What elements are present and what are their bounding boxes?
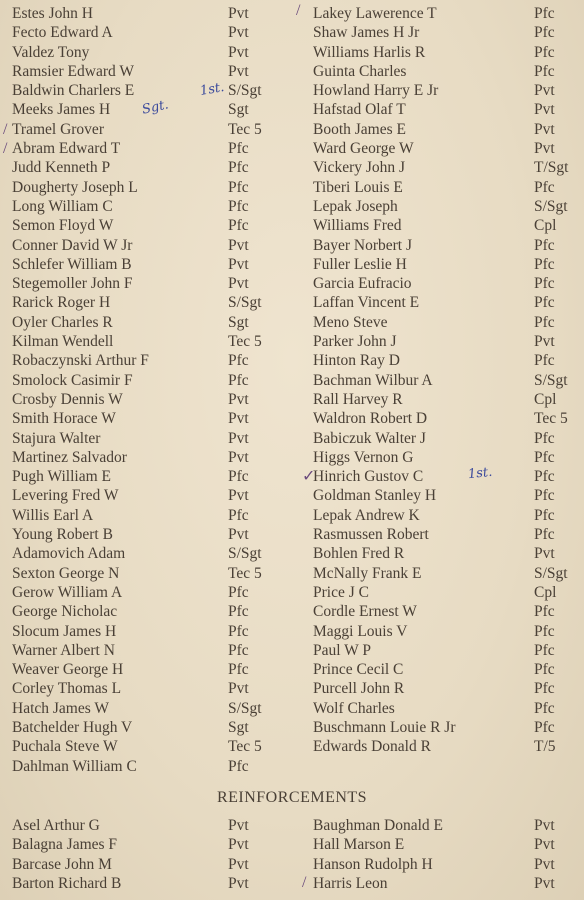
rank-right: Pvt bbox=[534, 545, 555, 563]
rank-left: Tec 5 bbox=[228, 564, 262, 582]
name-left: Stegemoller John F bbox=[12, 275, 133, 293]
rank-left: Tec 5 bbox=[228, 333, 262, 351]
name-right: Buschmann Louie R Jr bbox=[313, 718, 456, 736]
rank-right: S/Sgt bbox=[534, 564, 568, 582]
name-left: Balagna James F bbox=[12, 836, 118, 854]
roster-row bbox=[0, 816, 584, 835]
rank-right: Pfc bbox=[534, 178, 555, 196]
rank-left: Pfc bbox=[228, 583, 249, 601]
rank-left: Pvt bbox=[228, 680, 249, 698]
roster-row bbox=[0, 197, 584, 216]
rank-left: Pvt bbox=[228, 855, 249, 873]
rank-right: Pvt bbox=[534, 140, 555, 158]
name-right: Williams Harlis R bbox=[313, 43, 426, 61]
name-right: Bayer Norbert J bbox=[313, 236, 412, 254]
rank-left: Pvt bbox=[228, 24, 249, 42]
rank-left: Pfc bbox=[228, 352, 249, 370]
name-right: Hafstad Olaf T bbox=[313, 101, 406, 119]
rank-left: Pvt bbox=[228, 62, 249, 80]
roster-row bbox=[0, 429, 584, 448]
roster-row bbox=[0, 351, 584, 370]
name-left: Meeks James H bbox=[12, 101, 111, 119]
name-left: Conner David W Jr bbox=[12, 236, 133, 254]
name-right: Howland Harry E Jr bbox=[313, 82, 439, 100]
roster-row bbox=[0, 81, 584, 100]
roster-row bbox=[0, 660, 584, 679]
name-right: Hinton Ray D bbox=[313, 352, 400, 370]
name-left: Ramsier Edward W bbox=[12, 62, 134, 80]
name-left: Rarick Roger H bbox=[12, 294, 111, 312]
handwritten-note-hinrich: 1st. bbox=[467, 464, 494, 483]
name-left: Young Robert B bbox=[12, 526, 113, 544]
rank-right: T/5 bbox=[534, 738, 556, 756]
rank-right: S/Sgt bbox=[534, 197, 568, 215]
name-left: Hatch James W bbox=[12, 699, 109, 717]
roster-row bbox=[0, 158, 584, 177]
name-right: Bachman Wilbur A bbox=[313, 371, 433, 389]
name-right: Hall Marson E bbox=[313, 836, 405, 854]
name-right: Hanson Rudolph H bbox=[313, 855, 433, 873]
name-right: Williams Fred bbox=[313, 217, 402, 235]
roster-row bbox=[0, 274, 584, 293]
rank-left: Sgt bbox=[228, 101, 249, 119]
name-left: Puchala Steve W bbox=[12, 738, 118, 756]
name-right: Rall Harvey R bbox=[313, 390, 403, 408]
rank-left: Tec 5 bbox=[228, 738, 262, 756]
rank-left: Pvt bbox=[228, 5, 249, 22]
name-left: Abram Edward T bbox=[12, 140, 121, 158]
name-right: Babiczuk Walter J bbox=[313, 429, 426, 447]
check-mark-icon: / bbox=[3, 140, 8, 157]
name-left: Robaczynski Arthur F bbox=[12, 352, 149, 370]
name-left: Batchelder Hugh V bbox=[12, 718, 133, 736]
name-left: Willis Earl A bbox=[12, 506, 94, 524]
name-right: Ward George W bbox=[313, 140, 414, 158]
roster-row bbox=[0, 525, 584, 544]
name-right: Wolf Charles bbox=[313, 699, 395, 717]
rank-left: Pvt bbox=[228, 874, 249, 892]
rank-right: Pvt bbox=[534, 101, 555, 119]
name-left: Barcase John M bbox=[12, 855, 112, 873]
roster-row bbox=[0, 390, 584, 409]
name-right: Goldman Stanley H bbox=[313, 487, 437, 505]
rank-left: Pfc bbox=[228, 622, 249, 640]
roster-row bbox=[0, 178, 584, 197]
rank-left: Pfc bbox=[228, 178, 249, 196]
rank-left: Pvt bbox=[228, 526, 249, 544]
roster-row bbox=[0, 583, 584, 602]
rank-left: Pfc bbox=[228, 140, 249, 158]
name-right: Harris Leon bbox=[313, 874, 388, 892]
name-right: Garcia Eufracio bbox=[313, 275, 412, 293]
name-left: Semon Floyd W bbox=[12, 217, 114, 235]
rank-left: Sgt bbox=[228, 718, 249, 736]
name-right: Maggi Louis V bbox=[313, 622, 408, 640]
rank-left: Pvt bbox=[228, 817, 249, 834]
name-left: Dahlman William C bbox=[12, 757, 137, 775]
roster-row bbox=[0, 409, 584, 428]
name-left: Valdez Tony bbox=[12, 43, 90, 61]
roster-row bbox=[0, 718, 584, 737]
rank-left: Pvt bbox=[228, 275, 249, 293]
name-right: Shaw James H Jr bbox=[313, 24, 420, 42]
check-mark-icon: ✓ bbox=[302, 468, 316, 485]
roster-row bbox=[0, 4, 584, 23]
rank-left: Pvt bbox=[228, 429, 249, 447]
roster-row bbox=[0, 120, 584, 139]
rank-right: Pfc bbox=[534, 661, 555, 679]
rank-right: Cpl bbox=[534, 390, 557, 408]
name-right: Bohlen Fred R bbox=[313, 545, 405, 563]
roster-row bbox=[0, 602, 584, 621]
rank-right: S/Sgt bbox=[534, 371, 568, 389]
rank-right: Pfc bbox=[534, 448, 555, 466]
rank-right: Pfc bbox=[534, 255, 555, 273]
name-left: Stajura Walter bbox=[12, 429, 101, 447]
rank-right: Cpl bbox=[534, 217, 557, 235]
name-left: Estes John H bbox=[12, 5, 93, 22]
rank-right: Pvt bbox=[534, 874, 555, 892]
roster-row bbox=[0, 679, 584, 698]
name-left: Baldwin Charlers E bbox=[12, 82, 135, 100]
roster-row bbox=[0, 236, 584, 255]
name-left: Crosby Dennis W bbox=[12, 390, 123, 408]
roster-row bbox=[0, 62, 584, 81]
roster-row bbox=[0, 100, 584, 119]
roster-row bbox=[0, 139, 584, 158]
name-left: George Nicholac bbox=[12, 603, 118, 621]
handwritten-note-baldwin: 1st. bbox=[198, 80, 226, 99]
roster-row bbox=[0, 313, 584, 332]
rank-right: Pvt bbox=[534, 82, 555, 100]
name-left: Smith Horace W bbox=[12, 410, 116, 428]
name-right: Parker John J bbox=[313, 333, 397, 351]
rank-left: Pfc bbox=[228, 468, 249, 486]
rank-right: Pfc bbox=[534, 294, 555, 312]
roster-row bbox=[0, 622, 584, 641]
name-right: Guinta Charles bbox=[313, 62, 407, 80]
name-left: Asel Arthur G bbox=[12, 817, 100, 834]
name-right: Meno Steve bbox=[313, 313, 388, 331]
rank-left: Pvt bbox=[228, 43, 249, 61]
roster-row bbox=[0, 216, 584, 235]
roster-row bbox=[0, 699, 584, 718]
reinforcements-list bbox=[0, 816, 584, 893]
rank-right: Cpl bbox=[534, 583, 557, 601]
name-right: Vickery John J bbox=[313, 159, 406, 177]
roster-row bbox=[0, 293, 584, 312]
name-right: Lepak Andrew K bbox=[313, 506, 420, 524]
rank-left: Pfc bbox=[228, 159, 249, 177]
rank-left: Tec 5 bbox=[228, 120, 262, 138]
rank-left: Pfc bbox=[228, 506, 249, 524]
name-left: Levering Fred W bbox=[12, 487, 119, 505]
check-mark-icon: / bbox=[3, 121, 8, 138]
name-right: Purcell John R bbox=[313, 680, 405, 698]
name-left: Corley Thomas L bbox=[12, 680, 122, 698]
name-right: Cordle Ernest W bbox=[313, 603, 417, 621]
name-right: Baughman Donald E bbox=[313, 817, 444, 834]
rank-left: Pvt bbox=[228, 236, 249, 254]
roster-row bbox=[0, 757, 584, 776]
name-left: Martinez Salvador bbox=[12, 448, 127, 466]
rank-right: Pfc bbox=[534, 622, 555, 640]
rank-right: Pfc bbox=[534, 24, 555, 42]
rank-left: Pvt bbox=[228, 448, 249, 466]
roster-row bbox=[0, 486, 584, 505]
check-mark-icon: / bbox=[296, 2, 301, 19]
rank-right: Pfc bbox=[534, 429, 555, 447]
name-left: Slocum James H bbox=[12, 622, 117, 640]
roster-row bbox=[0, 23, 584, 42]
rank-left: Pfc bbox=[228, 757, 249, 775]
rank-right: Pfc bbox=[534, 275, 555, 293]
name-right: Higgs Vernon G bbox=[313, 448, 414, 466]
rank-right: Tec 5 bbox=[534, 410, 568, 428]
rank-left: S/Sgt bbox=[228, 545, 262, 563]
rank-right: Pfc bbox=[534, 5, 555, 22]
name-left: Schlefer William B bbox=[12, 255, 132, 273]
rank-left: Pfc bbox=[228, 641, 249, 659]
reinforcements-heading: REINFORCEMENTS bbox=[216, 789, 368, 806]
name-right: Laffan Vincent E bbox=[313, 294, 420, 312]
name-right: Lakey Lawerence T bbox=[313, 5, 437, 22]
rank-left: S/Sgt bbox=[228, 294, 262, 312]
name-left: Gerow William A bbox=[12, 583, 123, 601]
rank-left: Pfc bbox=[228, 197, 249, 215]
roster-row bbox=[0, 855, 584, 874]
roster-row bbox=[0, 641, 584, 660]
name-left: Warner Albert N bbox=[12, 641, 115, 659]
rank-left: Pfc bbox=[228, 371, 249, 389]
roster-row bbox=[0, 874, 584, 893]
roster-row bbox=[0, 835, 584, 854]
rank-right: Pfc bbox=[534, 699, 555, 717]
rank-right: Pfc bbox=[534, 313, 555, 331]
rank-left: S/Sgt bbox=[228, 82, 262, 100]
rank-left: Pfc bbox=[228, 661, 249, 679]
roster-row bbox=[0, 371, 584, 390]
roster-row bbox=[0, 564, 584, 583]
roster-row bbox=[0, 506, 584, 525]
rank-right: Pfc bbox=[534, 62, 555, 80]
name-right: Prince Cecil C bbox=[313, 661, 404, 679]
rank-left: S/Sgt bbox=[228, 699, 262, 717]
rank-right: Pfc bbox=[534, 680, 555, 698]
rank-right: Pvt bbox=[534, 817, 555, 834]
name-left: Dougherty Joseph L bbox=[12, 178, 138, 196]
rank-right: Pfc bbox=[534, 352, 555, 370]
name-right: McNally Frank E bbox=[313, 564, 422, 582]
name-right: Edwards Donald R bbox=[313, 738, 431, 756]
rank-right: Pfc bbox=[534, 43, 555, 61]
rank-left: Pfc bbox=[228, 217, 249, 235]
rank-right: Pfc bbox=[534, 506, 555, 524]
roster-row bbox=[0, 332, 584, 351]
name-left: Oyler Charles R bbox=[12, 313, 113, 331]
rank-right: Pfc bbox=[534, 641, 555, 659]
rank-right: Pvt bbox=[534, 836, 555, 854]
name-right: Paul W P bbox=[313, 641, 371, 659]
roster-row bbox=[0, 255, 584, 274]
name-left: Weaver George H bbox=[12, 661, 124, 679]
name-left: Pugh William E bbox=[12, 468, 111, 486]
rank-right: T/Sgt bbox=[534, 159, 569, 177]
name-left: Tramel Grover bbox=[12, 120, 104, 138]
name-left: Judd Kenneth P bbox=[12, 159, 111, 177]
name-left: Sexton George N bbox=[12, 564, 120, 582]
rank-right: Pfc bbox=[534, 487, 555, 505]
rank-left: Pvt bbox=[228, 390, 249, 408]
rank-right: Pfc bbox=[534, 718, 555, 736]
rank-left: Pvt bbox=[228, 255, 249, 273]
name-right: Hinrich Gustov C bbox=[313, 468, 424, 486]
name-left: Smolock Casimir F bbox=[12, 371, 133, 389]
rank-right: Pfc bbox=[534, 526, 555, 544]
name-right: Booth James E bbox=[313, 120, 406, 138]
rank-right: Pvt bbox=[534, 120, 555, 138]
name-right: Lepak Joseph bbox=[313, 197, 398, 215]
roster-row bbox=[0, 43, 584, 62]
name-right: Rasmussen Robert bbox=[313, 526, 429, 544]
rank-right: Pvt bbox=[534, 333, 555, 351]
rank-right: Pfc bbox=[534, 603, 555, 621]
rank-left: Pfc bbox=[228, 603, 249, 621]
rank-left: Sgt bbox=[228, 313, 249, 331]
name-right: Waldron Robert D bbox=[313, 410, 428, 428]
name-left: Fecto Edward A bbox=[12, 24, 113, 42]
name-left: Barton Richard B bbox=[12, 874, 122, 892]
rank-left: Pvt bbox=[228, 836, 249, 854]
rank-right: Pvt bbox=[534, 855, 555, 873]
handwritten-note-meeks: Sgt. bbox=[140, 97, 170, 118]
name-right: Fuller Leslie H bbox=[313, 255, 407, 273]
roster-row bbox=[0, 737, 584, 756]
rank-right: Pfc bbox=[534, 468, 555, 486]
roster-row bbox=[0, 544, 584, 563]
name-right: Price J C bbox=[313, 583, 369, 601]
rank-left: Pvt bbox=[228, 410, 249, 428]
name-left: Kilman Wendell bbox=[12, 333, 114, 351]
rank-right: Pfc bbox=[534, 236, 555, 254]
rank-left: Pvt bbox=[228, 487, 249, 505]
roster-row bbox=[0, 464, 584, 486]
name-right: Tiberi Louis E bbox=[313, 178, 403, 196]
roster-list bbox=[0, 4, 584, 776]
roster-row bbox=[0, 448, 584, 467]
name-left: Long William C bbox=[12, 197, 113, 215]
check-mark-icon: / bbox=[302, 874, 307, 891]
name-left: Adamovich Adam bbox=[12, 545, 126, 563]
